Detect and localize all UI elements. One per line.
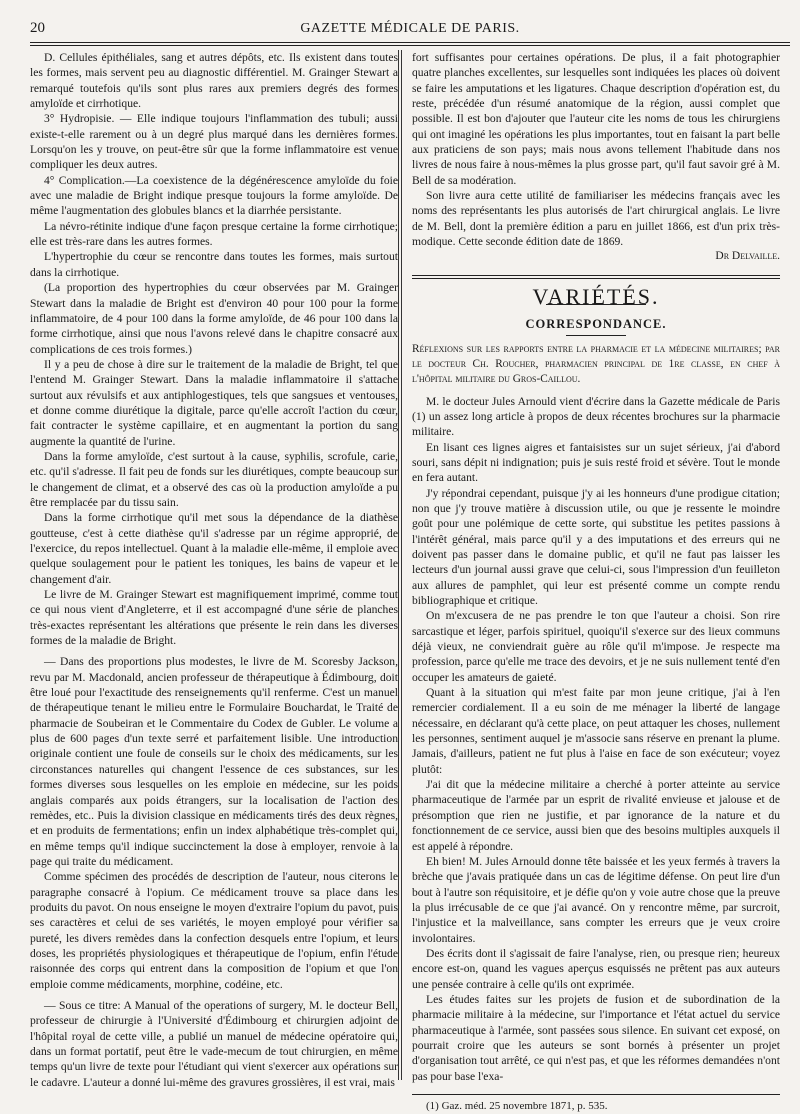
- footnote: (1) Gaz. méd. 25 novembre 1871, p. 535.: [426, 1100, 608, 1112]
- article-heading: Réflexions sur les rapports entre la pharmacie et la médecine militaires; par le docteur Ch. Roucher, pharmacien principal de 1re classe, en chef à l'hôpital militaire du Gros-Caillou.: [412, 342, 780, 386]
- paragraph: On m'excusera de ne pas prendre le ton que l'auteur a choisi. Son rire sarcastique et léger, parfois spirituel, quoiqu'il s'exerce sur des lieux communs déjà vieux, ne conviendrait guère au rôle qu'il m'impose. Je respecte ma profession, parce qu'elle me trace des devoirs, et je ne suis nullement tenté d'en occuper les amateurs de gaieté.: [412, 609, 780, 684]
- paragraph: Dans la forme amyloïde, c'est surtout à la cause, syphilis, scrofule, carie, etc. qu'il s'adresse. Il fait peu de fonds sur les diurétiques, compte beaucoup sur le changement de climat, et a observé des cas où la production amyloïde a pu être remplacée par du tissu sain.: [30, 449, 398, 509]
- paragraph: (La proportion des hypertrophies du cœur observées par M. Grainger Stewart dans la maladie de Bright est d'environ 40 pour 100 pour la forme inflammatoire, de 4 pour 100 dans la forme amyloïde, de 46 pour 100 dans la forme cirrhotique, ainsi que nous l'avons relevé dans le chapitre consacré aux complications de ces trois formes.): [30, 281, 398, 356]
- paragraph: 3° Hydropisie. — Elle indique toujours l'inflammation des tubuli; aussi existe-t-elle rarement ou à un degré plus marqué dans les dernières formes. Lorsqu'on les y trouve, on peut-être sûr que la forme inflammatoire est venue compliquer les deux autres.: [30, 112, 398, 172]
- column-divider: [398, 50, 399, 1080]
- paragraph: — Sous ce titre: A Manual of the operations of surgery, M. le docteur Bell, professeur de chirurgie à l'Université d'Édimbourg et chirurgien adjoint de l'hôpital royal de cette ville, a publié un manuel de médecine opératoire qui, dans un format portatif, peut être le vade-mecum de tout chirurgien, en même temps qu'un livre de texte pour l'étudiant qui vient s'exercer aux opérations sur le cadavre. L'auteur a donné lui-même des gravures grossières, il est vrai, mais: [30, 998, 398, 1089]
- paragraph: En lisant ces lignes aigres et fantaisistes sur un sujet sérieux, j'ai d'abord souri, sans dépit ni indignation; puis je suis resté froid et sévère. Tout le monde en fera autant.: [412, 440, 780, 485]
- column-divider-double: [401, 50, 402, 1080]
- paragraph: Comme spécimen des procédés de description de l'auteur, nous citerons le paragraphe consacré à l'opium. Ce médicament trouve sa place dans les produits du pavot. On nous enseigne le moyen d'extraire l'opium du pavot, puis ses caractères et celui de ses variétés, le moyen employé pour vérifier sa pureté, les divers remèdes dans la confection desquels entre l'opium, et leurs doses, les propriétés physiologiques et thérapeutique de l'opium, enfin l'étude raisonnée des corps qui entrent dans la composition de l'opium et que l'on emploie comme médicaments, morphine, codéine, etc.: [30, 870, 398, 991]
- paragraph: fort suffisantes pour certaines opérations. De plus, il a fait photographier quatre planches excellentes, sur lesquelles sont indiquées les places où doivent se faire les amputations et les ligatures. Chaque description d'opération est, du reste, précédée d'un résumé anatomique de la région, aussi complet que possible. Il est bon d'ajouter que l'auteur cite les noms de tous les chirurgiens qui ont imaginé les opérations les plus importantes, tout en faisant la part belle aux praticiens de son pays; mais nous avons tellement l'habitude dans nos livres de nous faire à nous-mêmes la plus grosse part, qu'il faut savoir gré à M. Bell de sa modération.: [412, 51, 780, 187]
- paragraph: M. le docteur Jules Arnould vient d'écrire dans la Gazette médicale de Paris (1) un assez long article à propos de deux récentes brochures sur la pharmacie militaire.: [412, 394, 780, 439]
- paragraph: D. Cellules épithéliales, sang et autres dépôts, etc. Ils existent dans toutes les formes, mais servent peu au diagnostic différentiel. M. Grainger Stewart a remarqué toutefois qu'ils sont plus rares aux premiers degrés des formes amyloïde et cirrhotique.: [30, 51, 398, 111]
- paragraph: — Dans des proportions plus modestes, le livre de M. Scoresby Jackson, revu par M. Macdonald, ancien professeur de thérapeutique à Édimbourg, doit être loué pour l'exactitude des renseignements qu'il renferme. C'est un manuel de thérapeutique tenant le milieu entre le Formulaire Bouchardat, le Traité de pharmacie de Soubeiran et le Commentaire du Codex de Gubler. Le volume a plus de 600 pages d'un texte serré et parfaitement lisible. Une introduction originale contient une foule de conseils sur le choix des médicaments, sur les circonstances naturelles qui changent l'essence de ces substances, sur les formes diverses sous lesquelles on les emploie en médecine, sur les poids anglais comparés aux poids étrangers, sur la localisation de l'action des remèdes, etc.. Puis la division classique en médicaments tirés des deux règnes, et en produits de fermentations; enfin un index alphabétique très-complet qui, en même temps qu'il indique succinctement la dose à employer, renvoie à la page qui traite du médicament.: [30, 655, 398, 868]
- right-column: [412, 50, 780, 1114]
- paragraph: Il y a peu de chose à dire sur le traitement de la maladie de Bright, tel que l'entend M. Grainger Stewart. Dans la maladie inflammatoire il s'attache surtout aux révulsifs et aux antiphlogestiques, tels que sangsues et ventouses, et donne comme diurétique la digitale, parce qu'elle accroît l'action du cœur, fait contracter le système capillaire, et en augmentant la portion du sang augmente la quantité de l'urine.: [30, 357, 398, 448]
- paragraph: Des écrits dont il s'agissait de faire l'analyse, rien, ou presque rien; heureux encore est-on, quand les vagues aperçus esquissés ne prêtent pas aux auteurs une pensée contraire à celle qu'ils ont exprimée.: [412, 946, 780, 991]
- paragraph: L'hypertrophie du cœur se rencontre dans toutes les formes, mais surtout dans la cirrhotique.: [30, 250, 398, 279]
- paragraph: Quant à la situation qui m'est faite par mon jeune critique, j'ai à l'en remercier cordialement. Il a eu soin de me ménager la liberté de langage nécessaire, en déclarant qu'à cette place, on peut attaquer les choses, nullement les personnes, sentiment auquel je m'associe sans réserve en prenant la plume. Jamais, d'ailleurs, patient ne fut plus à l'aise en face de son exécuteur; voyez plutôt:: [412, 686, 780, 776]
- paragraph: Dans la forme cirrhotique qu'il met sous la dépendance de la diathèse goutteuse, c'est à cette diathèse qu'il s'adresse par un régime approprié, de l'exercice, du repos intellectuel. Quant à la maladie elle-même, il emploie avec quelque soulagement pour le patient les toniques, les bains de vapeur et le changement d'air.: [30, 511, 398, 586]
- paragraph: Le livre de M. Grainger Stewart est magnifiquement imprimé, comme tout ce qui nous vient d'Angleterre, et il est accompagné d'une série de planches très-exactes représentant les altérations que présente le rein dans les diverses formes de la maladie de Bright.: [30, 588, 398, 648]
- paragraph: Les études faites sur les projets de fusion et de subordination de la pharmacie militaire à la médecine, sur l'importance et l'état actuel du service pharmaceutique à l'armée, sont passées sous silence. En suivant cet exposé, on pourrait croire que les auteurs se sont bornés à présenter un projet d'organisation tout arrêté, ce qui n'est pas, et que les réformes demandées n'ont pas pour base l'exa-: [412, 992, 780, 1083]
- journal-title: GAZETTE MÉDICALE DE PARIS.: [300, 21, 520, 36]
- author-signature: Dr Delvaille.: [715, 250, 780, 263]
- subsection-underline: [566, 335, 626, 336]
- paragraph: J'ai dit que la médecine militaire a cherché à porter atteinte au service pharmaceutique de l'armée par un esprit de rivalité envieuse et jalouse et de présomption que rien ne justifie, et par ignorance de la nature et du fonctionnement de ce service, aussi bien que des besoins multiples auxquels il est appelé à répondre.: [412, 778, 780, 853]
- page-header: [30, 18, 790, 40]
- header-rule: [30, 42, 790, 43]
- subsection-title: CORRESPONDANCE.: [525, 317, 667, 332]
- section-rule-double: [412, 278, 780, 279]
- paragraph: Son livre aura cette utilité de familiariser les médecins français avec les noms des représentants les plus autorisés de l'art chirurgical anglais. Le livre de M. Bell, dont la première édition a paru en juillet 1866, est d'un prix très-modique. Cette seconde édition date de 1869.: [412, 189, 780, 249]
- header-rule-double: [30, 45, 790, 46]
- paragraph: J'y répondrai cependant, puisque j'y ai les honneurs d'une prodigue citation; non que j'y trouve matière à discussion utile, ou que je ressente le moindre goût pour une polémique de cette sorte, qui substitue les petites passions à l'intérêt général, mais parce qu'il y a des imputations et des erreurs qui ne doivent pas passer dans le domaine public, et qu'il ne faut pas laisser les lecteurs d'un journal aussi grave que celui-ci, sous l'impression d'un feuilleton aux allures de pamphlet, qui leur est présenté comme un compte rendu bibliographique et critique.: [412, 486, 780, 607]
- page-number: 20: [30, 20, 45, 36]
- paragraph: 4° Complication.—La coexistence de la dégénérescence amyloïde du foie avec une maladie de Bright indique presque toujours la forme amyloïde. De même l'augmentation des globules blancs et la diarrhée persistante.: [30, 173, 398, 218]
- section-rule: [412, 275, 780, 276]
- section-title: VARIÉTÉS.: [532, 283, 660, 309]
- left-column: [30, 50, 398, 1090]
- paragraph: Eh bien! M. Jules Arnould donne tête baissée et les yeux fermés à travers la brèche que j'avais pratiquée dans un cas de légitime défense. On peut lire d'un bout à l'autre son réquisitoire, et je défie qu'on y voie autre chose que la preuve la plus irrécusable de ce que j'ai avancé. On y rencontre même, par surcroit, l'injustice et la malveillance, sans compter les erreurs que je veux croire involontaires.: [412, 854, 780, 945]
- footnote-rule: [412, 1094, 780, 1095]
- paragraph: La névro-rétinite indique d'une façon presque certaine la forme cirrhotique; elle est très-rare dans les autres formes.: [30, 219, 398, 249]
